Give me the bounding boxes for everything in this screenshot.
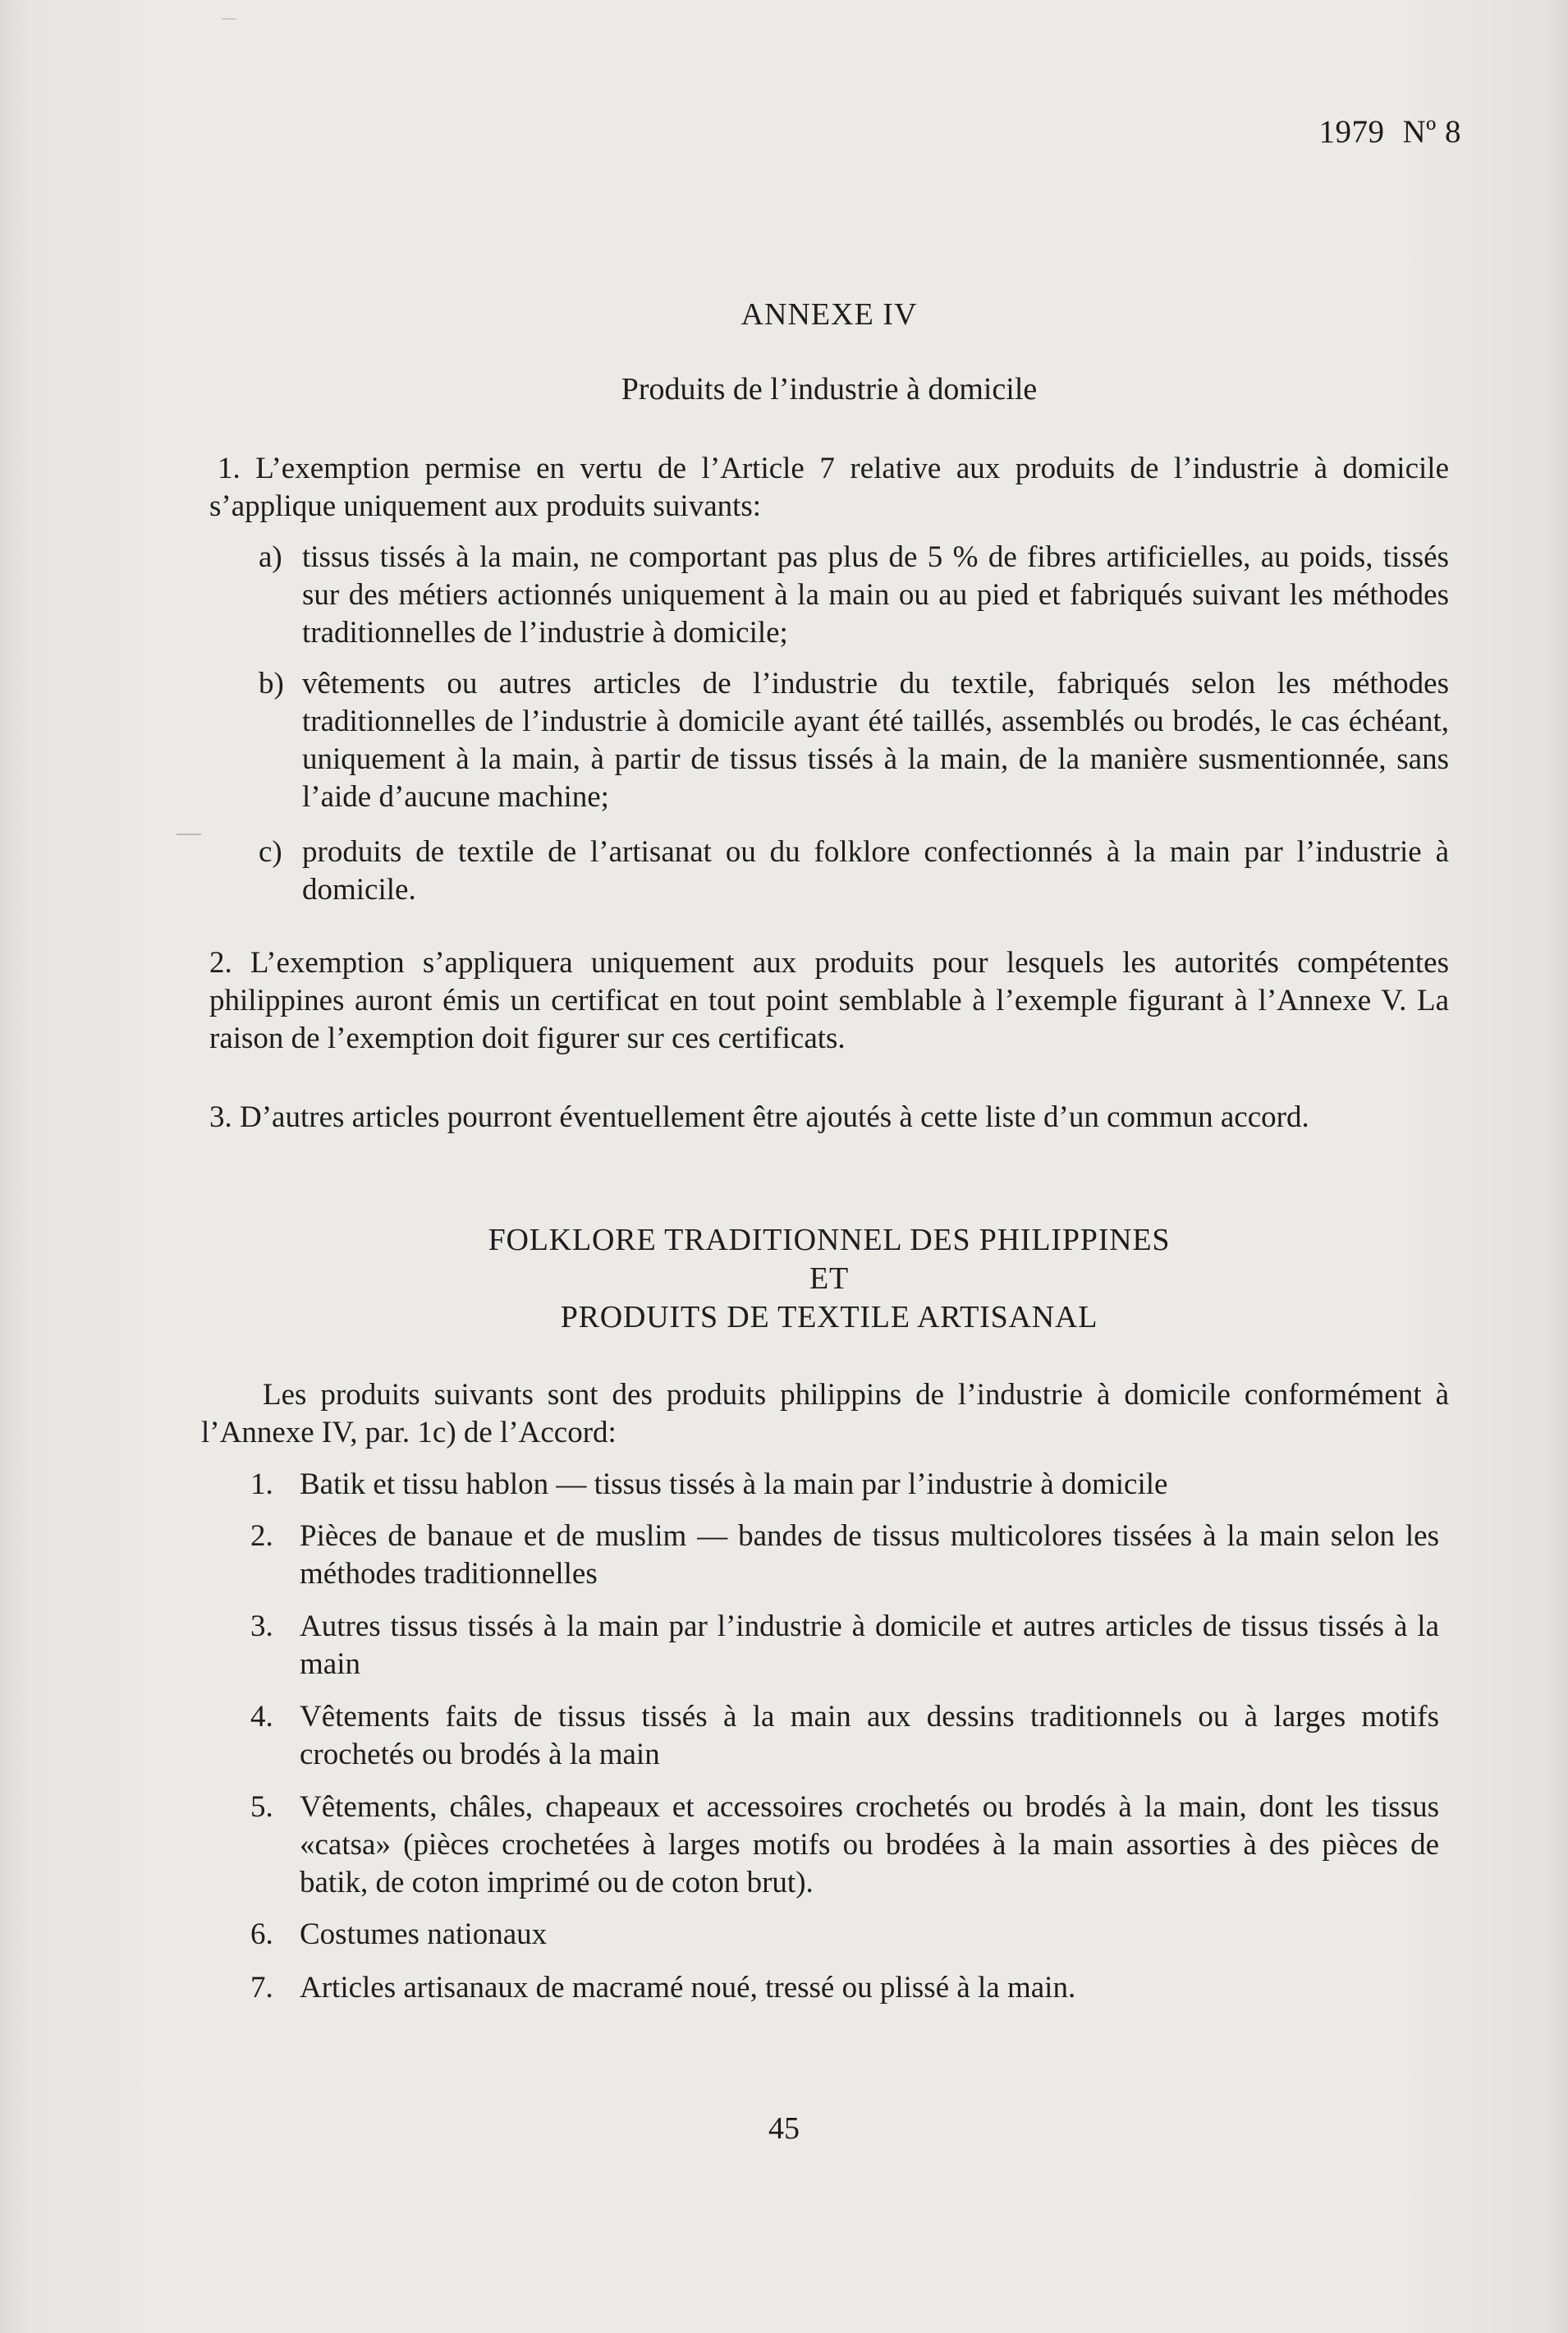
paragraph-1: 1. L’exemption permise en vertu de l’Article 7 relative aux produits de l’industrie à domicile s’applique uniquement aux produits suivants: — [209, 452, 1449, 523]
list-item-b — [259, 665, 1449, 816]
product-item-text: Articles artisanaux de macramé noué, tressé ou plissé à la main. — [300, 1971, 1076, 2005]
product-item-label: 1. — [250, 1467, 273, 1501]
paragraph-2: 2. L’exemption s’appliquera uniquement aux produits pour lesquels les autorités compétentes philippines auront émis un certificat en tout point semblable à l’exemple figurant à l’Annexe V. La raison de l’exemption doit figurer sur ces certificats. — [209, 946, 1449, 1055]
product-item-6 — [250, 1916, 1439, 1954]
product-item-3 — [250, 1608, 1439, 1683]
product-item-2 — [250, 1518, 1439, 1593]
product-item-label: 3. — [250, 1610, 273, 1643]
page-number: 45 — [768, 2111, 800, 2146]
product-item-text: Batik et tissu hablon — tissus tissés à la main par l’industrie à domicile — [300, 1467, 1168, 1501]
list-item-text: produits de textile de l’artisanat ou du folklore confectionnés à la main par l’industrie à domicile. — [302, 835, 1449, 907]
section-intro: Les produits suivants sont des produits philippins de l’industrie à domicile conformément à l’Annexe IV, par. 1c) de l’Accord: — [201, 1378, 1449, 1449]
section-title-line-2: ET — [809, 1261, 850, 1296]
product-item-label: 2. — [250, 1519, 273, 1553]
treaty-no: Nº 8 — [1402, 114, 1461, 149]
product-item-text: Vêtements faits de tissus tissés à la main aux dessins traditionnels ou à larges motifs crochetés ou brodés à la main — [300, 1700, 1439, 1771]
list-item-label: c) — [259, 835, 282, 869]
product-item-label: 4. — [250, 1700, 273, 1734]
list-item-a — [259, 539, 1449, 652]
product-item-label: 5. — [250, 1790, 273, 1824]
product-item-text: Vêtements, châles, chapeaux et accessoires crochetés ou brodés à la main, dont les tissus «catsa» (pièces crochetées à larges motifs ou brodées à la main assorties à des pièces de batik, de coton imprimé ou de coton brut). — [300, 1790, 1439, 1899]
section-title — [209, 1221, 1449, 1337]
list-item-label: b) — [259, 667, 284, 700]
annex-title: ANNEXE IV — [740, 297, 918, 332]
list-item-c — [259, 834, 1449, 909]
scan-mark — [177, 834, 201, 835]
product-item-1 — [250, 1466, 1439, 1504]
product-item-label: 7. — [250, 1971, 273, 2005]
treaty-number — [1318, 113, 1461, 150]
list-item-text: vêtements ou autres articles de l’industrie du textile, fabriqués selon les méthodes traditionnelles de l’industrie à domicile ayant été taillés, assemblés ou brodés, le cas échéant, uniquement à la main, à partir de tissus tissés à la main, de la manière susmentionnée, sans l’aide d’aucune machine; — [302, 667, 1449, 814]
annex-subtitle: Produits de l’industrie à domicile — [621, 372, 1038, 406]
treaty-year: 1979 — [1318, 114, 1385, 149]
paragraph-3: 3. D’autres articles pourront éventuellement être ajoutés à cette liste d’un commun accord. — [209, 1100, 1309, 1134]
product-item-5 — [250, 1789, 1439, 1902]
product-item-7 — [250, 1969, 1439, 2007]
product-item-text: Pièces de banaue et de muslim — bandes de tissus multicolores tissées à la main selon les méthodes traditionnelles — [300, 1519, 1439, 1591]
scan-mark — [222, 18, 236, 20]
product-item-4 — [250, 1698, 1439, 1774]
list-item-text: tissus tissés à la main, ne comportant pas plus de 5 % de fibres artificielles, au poids, tissés sur des métiers actionnés uniquement à la main ou au pied et fabriqués suivant les méthodes traditionnelles de l’industrie à domicile; — [302, 540, 1449, 650]
list-item-label: a) — [259, 540, 282, 574]
product-item-text: Costumes nationaux — [300, 1917, 548, 1951]
product-item-text: Autres tissus tissés à la main par l’industrie à domicile et autres articles de tissus tissés à la main — [300, 1610, 1439, 1681]
section-title-line-1: FOLKLORE TRADITIONNEL DES PHILIPPINES — [488, 1223, 1171, 1257]
section-title-line-3: PRODUITS DE TEXTILE ARTISANAL — [560, 1300, 1098, 1334]
product-item-label: 6. — [250, 1917, 273, 1951]
